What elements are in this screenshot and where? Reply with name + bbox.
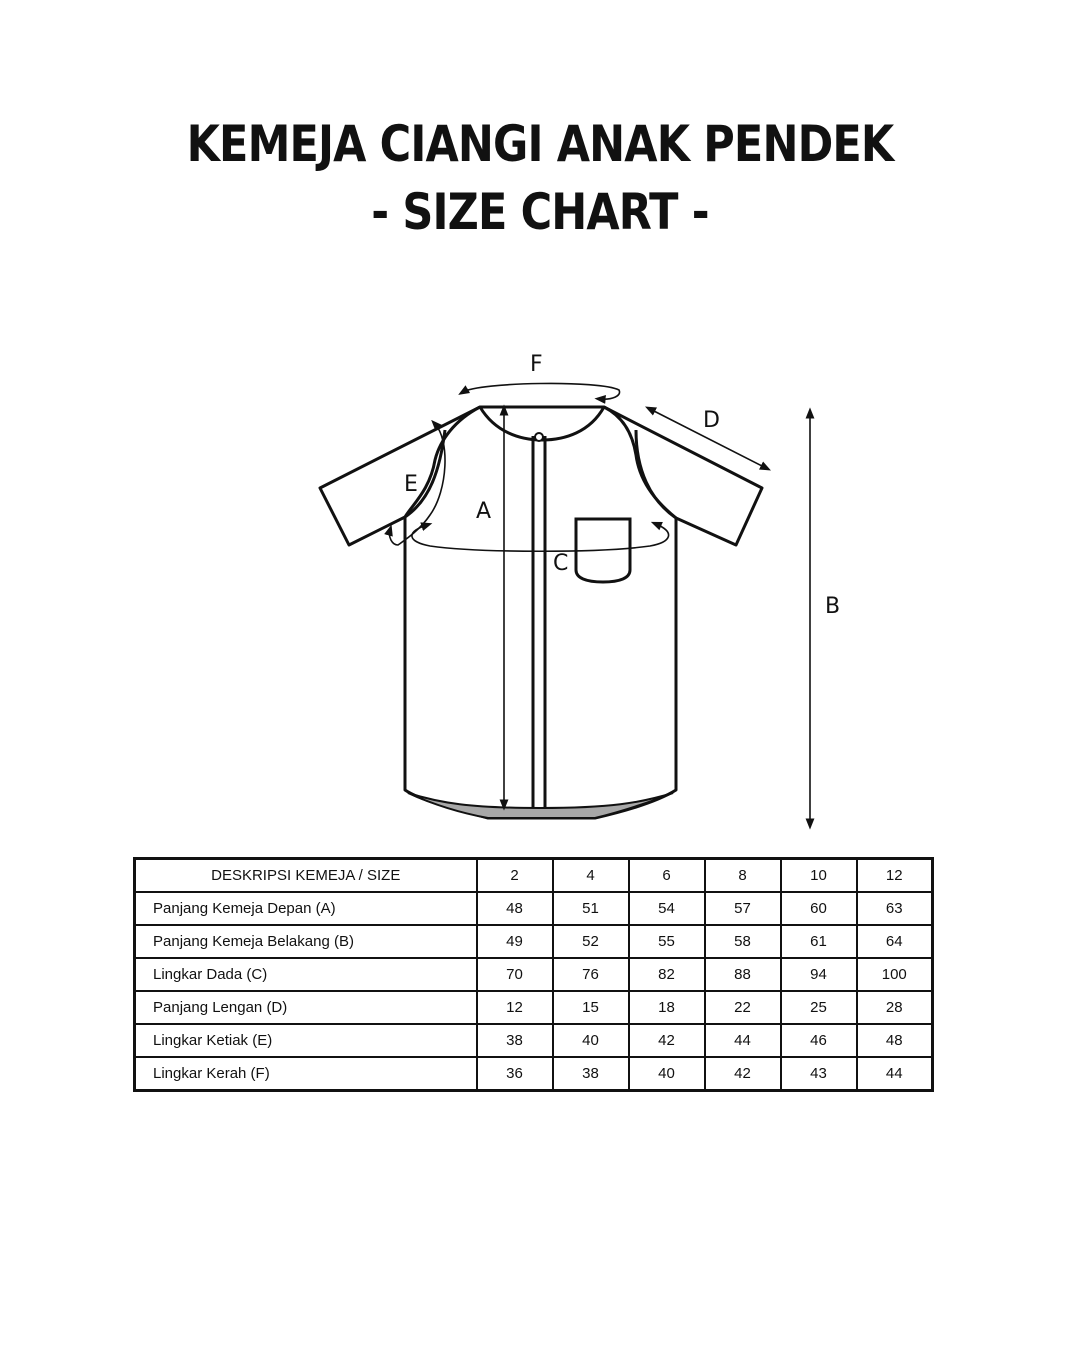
table-cell: 40 (553, 1024, 629, 1057)
table-cell: 52 (553, 925, 629, 958)
table-cell: 49 (477, 925, 553, 958)
table-cell: 46 (781, 1024, 857, 1057)
row-description: Panjang Kemeja Belakang (B) (135, 925, 477, 958)
table-cell: 48 (857, 1024, 933, 1057)
table-cell: 44 (705, 1024, 781, 1057)
page-subtitle: - SIZE CHART - (371, 183, 709, 241)
button-icon (535, 433, 543, 441)
table-cell: 64 (857, 925, 933, 958)
shirt-outline (320, 407, 762, 818)
header-size: 12 (857, 859, 933, 893)
row-description: Lingkar Dada (C) (135, 958, 477, 991)
table-row (135, 925, 933, 958)
table-cell: 42 (629, 1024, 705, 1057)
header-size: 6 (629, 859, 705, 893)
table-row (135, 1024, 933, 1057)
header-size: 4 (553, 859, 629, 893)
table-cell: 61 (781, 925, 857, 958)
label-b: B (825, 594, 841, 619)
table-cell: 48 (477, 892, 553, 925)
table-header-row (135, 859, 933, 893)
table-cell: 22 (705, 991, 781, 1024)
table-cell: 42 (705, 1057, 781, 1091)
label-c: C (553, 551, 569, 576)
label-e: E (404, 472, 418, 497)
table-cell: 70 (477, 958, 553, 991)
header-size: 2 (477, 859, 553, 893)
table-cell: 25 (781, 991, 857, 1024)
table-cell: 82 (629, 958, 705, 991)
table-cell: 76 (553, 958, 629, 991)
table-cell: 88 (705, 958, 781, 991)
header-description: DESKRIPSI KEMEJA / SIZE (135, 859, 477, 893)
table-cell: 28 (857, 991, 933, 1024)
table-cell: 18 (629, 991, 705, 1024)
table-cell: 12 (477, 991, 553, 1024)
table-cell: 63 (857, 892, 933, 925)
table-cell: 38 (477, 1024, 553, 1057)
size-chart-table (133, 857, 934, 1092)
table-cell: 55 (629, 925, 705, 958)
table-cell: 60 (781, 892, 857, 925)
row-description: Lingkar Kerah (F) (135, 1057, 477, 1091)
header-size: 8 (705, 859, 781, 893)
label-f: F (530, 352, 543, 377)
table-cell: 44 (857, 1057, 933, 1091)
table-cell: 40 (629, 1057, 705, 1091)
table-cell: 57 (705, 892, 781, 925)
measure-line-f (463, 383, 620, 399)
table-row (135, 958, 933, 991)
page-title: KEMEJA CIANGI ANAK PENDEK (186, 115, 894, 173)
table-cell: 51 (553, 892, 629, 925)
label-d: D (703, 408, 720, 433)
table-row (135, 1057, 933, 1091)
table-cell: 94 (781, 958, 857, 991)
table-cell: 100 (857, 958, 933, 991)
row-description: Panjang Lengan (D) (135, 991, 477, 1024)
table-cell: 36 (477, 1057, 553, 1091)
table-cell: 38 (553, 1057, 629, 1091)
row-description: Lingkar Ketiak (E) (135, 1024, 477, 1057)
table-row (135, 991, 933, 1024)
label-a: A (476, 499, 492, 524)
table-cell: 43 (781, 1057, 857, 1091)
table-cell: 54 (629, 892, 705, 925)
table-cell: 15 (553, 991, 629, 1024)
row-description: Panjang Kemeja Depan (A) (135, 892, 477, 925)
header-size: 10 (781, 859, 857, 893)
table-row (135, 892, 933, 925)
table-cell: 58 (705, 925, 781, 958)
